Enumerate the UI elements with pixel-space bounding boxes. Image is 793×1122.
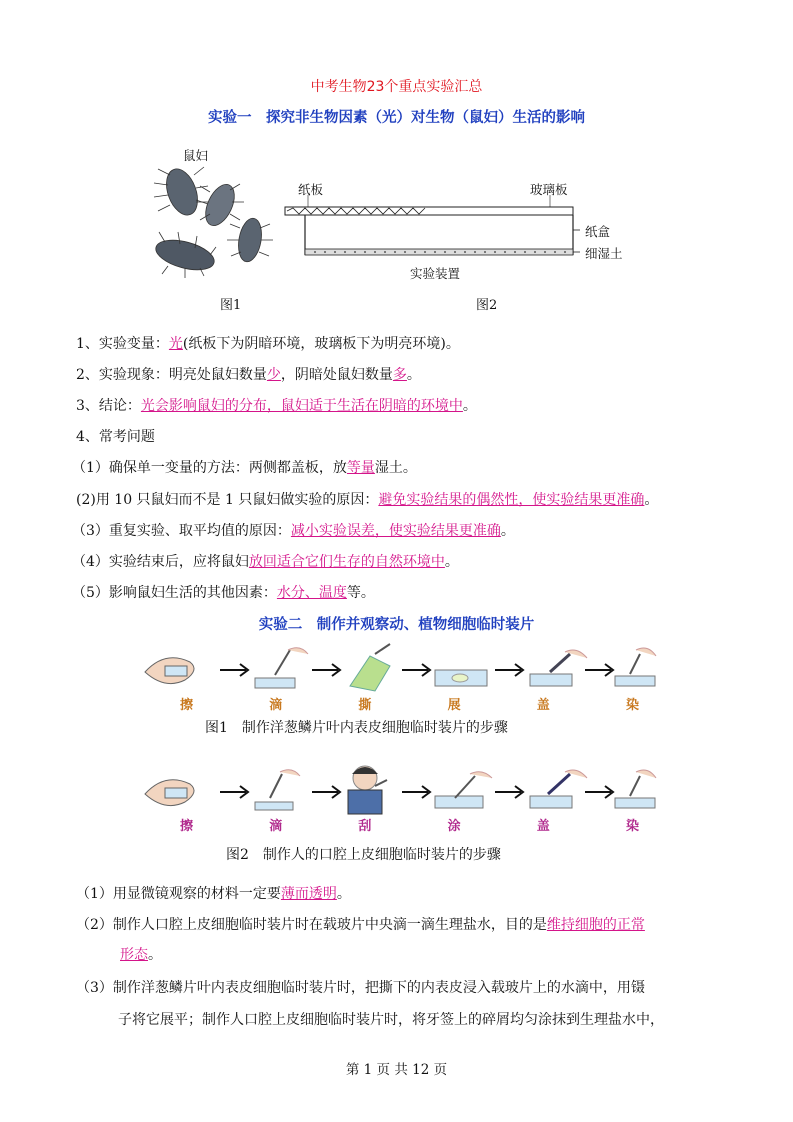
step-image-cover bbox=[530, 770, 587, 808]
exp1-item-8: （4）实验结束后，应将鼠妇放回适合它们生存的自然环境中。 bbox=[72, 554, 459, 570]
apparatus-label: 实验装置 bbox=[410, 266, 461, 281]
onion-step-3: 撕 bbox=[358, 698, 373, 713]
step-image-stain bbox=[615, 770, 656, 808]
apparatus-diagram bbox=[280, 195, 580, 265]
cheek-step-3: 刮 bbox=[358, 819, 373, 834]
cheek-step-labels bbox=[180, 815, 640, 834]
step-image-smear bbox=[435, 772, 492, 808]
arrow-icon bbox=[312, 786, 340, 798]
onion-step-labels bbox=[180, 694, 640, 713]
step-image-spread bbox=[435, 670, 487, 686]
woodlouse-2 bbox=[196, 180, 244, 230]
exp2-q1: （1）用显微镜观察的材料一定要薄而透明。 bbox=[76, 886, 351, 902]
exp2-q3-line2: 子将它展平；制作人口腔上皮细胞临时装片时，将牙签上的碎屑均匀涂抹到生理盐水中， bbox=[118, 1012, 664, 1028]
exp1-item-5: （1）确保单一变量的方法：两侧都盖板，放等量湿土。 bbox=[72, 460, 417, 476]
exp1-item-6: (2)用 10 只鼠妇而不是 1 只鼠妇做实验的原因：避免实验结果的偶然性，使实验结果更准确。 bbox=[76, 492, 659, 508]
cheek-step-4: 涂 bbox=[447, 819, 462, 834]
woodlouse-3 bbox=[153, 232, 218, 278]
arrow-icon bbox=[495, 664, 523, 676]
exp1-item-7: （3）重复实验、取平均值的原因：减小实验误差，使实验结果更准确。 bbox=[72, 523, 515, 539]
cheek-step-2: 滴 bbox=[269, 819, 284, 834]
arrow-icon bbox=[402, 786, 430, 798]
onion-steps-illustration bbox=[140, 642, 660, 694]
onion-step-1: 擦 bbox=[180, 698, 195, 713]
onion-step-6: 染 bbox=[625, 698, 640, 713]
onion-step-4: 展 bbox=[447, 698, 462, 713]
cheek-step-1: 擦 bbox=[180, 819, 195, 834]
woodlouse-label: 鼠妇 bbox=[183, 148, 209, 163]
glass-board-label: 玻璃板 bbox=[530, 182, 568, 197]
fig2-caption: 图2 bbox=[476, 298, 498, 313]
cheek-step-6: 染 bbox=[625, 819, 640, 834]
exp1-item-4: 4、常考问题 bbox=[76, 429, 155, 445]
woodlouse-4 bbox=[227, 216, 273, 263]
experiment2-title: 实验二 制作并观察动、植物细胞临时装片 bbox=[258, 617, 535, 633]
exp1-item-2: 2、实验现象：明亮处鼠妇数量少，阴暗处鼠妇数量多。 bbox=[76, 367, 421, 383]
step-image-cover bbox=[530, 650, 587, 686]
onion-figure-caption: 图1 制作洋葱鳞片叶内表皮细胞临时装片的步骤 bbox=[205, 720, 508, 736]
exp1-item-9: （5）影响鼠妇生活的其他因素：水分、温度等。 bbox=[72, 585, 375, 601]
step-image-wipe bbox=[145, 780, 194, 806]
onion-step-5: 盖 bbox=[536, 698, 551, 713]
arrow-icon bbox=[312, 664, 340, 676]
page-footer: 第 1 页 共 12 页 bbox=[345, 1062, 448, 1078]
step-image-peel bbox=[350, 644, 390, 691]
onion-step-2: 滴 bbox=[269, 698, 284, 713]
exp1-item-3: 3、结论：光会影响鼠妇的分布，鼠妇适于生活在阴暗的环境中。 bbox=[76, 398, 477, 414]
exp2-q2-line1: （2）制作人口腔上皮细胞临时装片时在载玻片中央滴一滴生理盐水，目的是维持细胞的正常 bbox=[76, 917, 645, 933]
woodlouse-figure bbox=[140, 140, 300, 290]
arrow-icon bbox=[585, 664, 613, 676]
paper-board-label: 纸板 bbox=[298, 182, 324, 197]
step-image-wipe bbox=[145, 658, 194, 684]
wet-soil-label: 细湿土 bbox=[585, 246, 623, 261]
fig1-caption: 图1 bbox=[220, 298, 242, 313]
arrow-icon bbox=[585, 786, 613, 798]
cheek-step-5: 盖 bbox=[536, 819, 551, 834]
step-image-drop bbox=[255, 770, 300, 810]
step-image-scrape bbox=[348, 766, 387, 814]
cheek-figure-caption: 图2 制作人的口腔上皮细胞临时装片的步骤 bbox=[226, 847, 501, 863]
arrow-icon bbox=[402, 664, 430, 676]
experiment1-title: 实验一 探究非生物因素（光）对生物（鼠妇）生活的影响 bbox=[208, 110, 585, 126]
arrow-icon bbox=[220, 664, 248, 676]
exp1-item-1: 1、实验变量：光(纸板下为阴暗环境，玻璃板下为明亮环境)。 bbox=[76, 336, 460, 352]
step-image-drop bbox=[255, 648, 308, 688]
arrow-icon bbox=[495, 786, 523, 798]
exp2-q3-line1: （3）制作洋葱鳞片叶内表皮细胞临时装片时，把撕下的内表皮浸入载玻片上的水滴中，用镊 bbox=[76, 980, 645, 996]
woodlouse-1 bbox=[154, 165, 208, 220]
arrow-icon bbox=[220, 786, 248, 798]
exp2-q2-line2: 形态。 bbox=[120, 947, 162, 963]
page-title: 中考生物23个重点实验汇总 bbox=[310, 79, 483, 95]
paper-box-label: 纸盒 bbox=[585, 224, 611, 239]
step-image-stain bbox=[615, 648, 656, 686]
cheek-steps-illustration bbox=[140, 764, 660, 816]
